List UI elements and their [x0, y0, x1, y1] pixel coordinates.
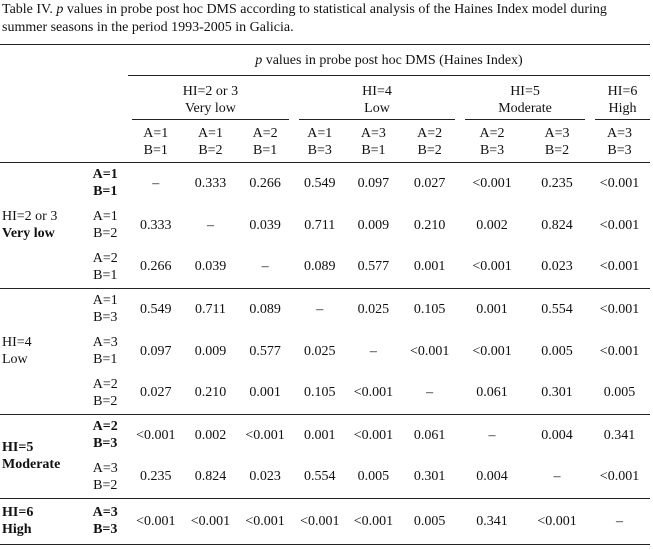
- table-cell: 0.711: [184, 288, 238, 330]
- table-cell: 0.004: [476, 469, 508, 485]
- table-cell: <0.001: [599, 343, 640, 359]
- table-cell: 0.235: [525, 162, 589, 204]
- row-label: A=1 B=1: [83, 162, 128, 204]
- table-cell: 0.210: [413, 217, 446, 233]
- table-cell: 0.333: [140, 217, 172, 233]
- table-cell: 0.027: [400, 162, 459, 204]
- table-cell: –: [293, 288, 347, 330]
- table-cell: <0.001: [472, 343, 512, 359]
- table-cell: –: [369, 343, 377, 359]
- table-cell: 0.025: [347, 288, 401, 330]
- table-cell: –: [261, 259, 269, 275]
- table-cell: <0.001: [184, 498, 238, 544]
- table-cell: 0.023: [249, 469, 281, 485]
- row-label: A=2 B=1: [92, 250, 118, 283]
- table-cell: 0.005: [541, 343, 573, 359]
- table-cell: <0.001: [599, 469, 640, 485]
- table-cell: <0.001: [347, 414, 401, 456]
- table-cell: 0.001: [459, 288, 525, 330]
- table-cell: <0.001: [128, 498, 184, 544]
- table-cell: <0.001: [237, 498, 293, 544]
- col-header: A=1 B=3: [307, 125, 333, 158]
- table-cell: 0.002: [184, 414, 238, 456]
- col-header: A=3 B=3: [607, 125, 633, 158]
- row-label: A=2 B=3: [83, 414, 128, 456]
- table-cell: –: [426, 385, 434, 401]
- header-title-row: [0, 45, 650, 76]
- table-row: [0, 246, 650, 288]
- table-row: [0, 330, 650, 372]
- table-cell: 0.341: [589, 414, 650, 456]
- table-cell: <0.001: [128, 414, 184, 456]
- col-header: A=2 B=2: [417, 125, 443, 158]
- table-row: [0, 498, 650, 544]
- row-label: A=2 B=2: [92, 376, 118, 409]
- col-header: A=2 B=3: [479, 125, 505, 158]
- table-cell: 0.105: [400, 288, 459, 330]
- table-cell: 0.266: [140, 259, 172, 275]
- table-cell: <0.001: [293, 498, 347, 544]
- table-cell: 0.001: [293, 414, 347, 456]
- table-cell: 0.089: [237, 288, 293, 330]
- table-cell: 0.027: [140, 385, 172, 401]
- table-cell: 0.210: [194, 385, 227, 401]
- table-cell: 0.266: [237, 162, 293, 204]
- table-cell: 0.301: [541, 385, 573, 401]
- table-cell: 0.009: [357, 217, 390, 233]
- table-cell: 0.577: [357, 259, 390, 275]
- table-cell: 0.711: [304, 217, 336, 233]
- col-header: A=3 B=1: [360, 125, 386, 158]
- col-group-high: HI=6 High: [589, 76, 650, 122]
- table-cell: <0.001: [599, 217, 640, 233]
- table-cell: 0.824: [541, 217, 573, 233]
- table-cell: <0.001: [589, 162, 650, 204]
- table-row: [0, 414, 650, 456]
- header-p-italic: p: [255, 52, 263, 68]
- caption-p-italic: p: [56, 2, 64, 17]
- row-group-moderate: HI=5 Moderate: [0, 414, 83, 498]
- table-cell: 0.554: [525, 288, 589, 330]
- table-cell: 0.097: [347, 162, 401, 204]
- table-cell: 0.002: [476, 217, 508, 233]
- col-group-moderate: HI=5 Moderate: [459, 76, 589, 122]
- table-cell: 0.301: [413, 469, 446, 485]
- table-cell: –: [128, 162, 184, 204]
- row-label: A=3 B=3: [83, 498, 128, 544]
- table-row: [0, 456, 650, 498]
- row-label: A=3 B=2: [92, 460, 118, 493]
- table-cell: 0.039: [249, 217, 281, 233]
- col-header: A=1 B=2: [197, 125, 223, 158]
- row-label: A=1 B=3: [83, 288, 128, 330]
- table-row: [0, 372, 650, 414]
- table-cell: 0.061: [400, 414, 459, 456]
- col-group-low: HI=4 Low: [293, 76, 459, 122]
- table-cell: 0.824: [194, 469, 227, 485]
- table-cell: 0.039: [194, 259, 227, 275]
- table-caption: [2, 1, 650, 37]
- table-cell: 0.089: [304, 259, 336, 275]
- table-cell: <0.001: [237, 414, 293, 456]
- posthoc-table: [0, 44, 650, 545]
- row-group-high: HI=6 High: [0, 498, 83, 544]
- table-row: [0, 204, 650, 246]
- col-group-very-low: HI=2 or 3 Very low: [128, 76, 293, 122]
- table-cell: <0.001: [347, 498, 401, 544]
- table-cell: 0.005: [357, 469, 390, 485]
- table-cell: 0.105: [304, 385, 336, 401]
- col-header: A=3 B=2: [544, 125, 570, 158]
- table-cell: 0.341: [459, 498, 525, 544]
- table-row: [0, 288, 650, 330]
- table-cell: –: [206, 217, 214, 233]
- table-cell: <0.001: [472, 259, 512, 275]
- table-cell: 0.005: [400, 498, 459, 544]
- col-header: A=2 B=1: [252, 125, 278, 158]
- table-row: [0, 162, 650, 204]
- row-label: A=3 B=1: [92, 335, 118, 367]
- table-cell: –: [589, 498, 650, 544]
- table-cell: 0.005: [603, 385, 636, 401]
- table-cell: 0.577: [249, 343, 281, 359]
- table-cell: <0.001: [599, 259, 640, 275]
- table-cell: 0.549: [293, 162, 347, 204]
- table-cell: –: [553, 469, 561, 485]
- table-cell: 0.001: [413, 259, 446, 275]
- table-cell: <0.001: [409, 343, 450, 359]
- table-label: Table IV.: [2, 2, 53, 17]
- col-header: A=1 B=1: [143, 125, 169, 158]
- table-cell: 0.025: [304, 343, 336, 359]
- header-title-text: values in probe post hoc DMS (Haines Index): [265, 52, 523, 68]
- table-cell: –: [459, 414, 525, 456]
- table-cell: 0.001: [249, 385, 281, 401]
- table-cell: 0.009: [194, 343, 227, 359]
- table-cell: 0.004: [525, 414, 589, 456]
- header-ab-row: [0, 122, 650, 163]
- table-cell: <0.001: [353, 385, 394, 401]
- table-cell: <0.001: [589, 288, 650, 330]
- table-cell: 0.554: [304, 469, 336, 485]
- row-label: A=1 B=2: [92, 209, 118, 241]
- table-cell: <0.001: [459, 162, 525, 204]
- table-cell: 0.549: [128, 288, 184, 330]
- header-title: [128, 45, 650, 76]
- table-cell: <0.001: [525, 498, 589, 544]
- caption-text: values in probe post hoc DMS according to statistical analysis of the Haines Index model during summer seasons in the period 1993-2005 in Galicia.: [2, 2, 607, 35]
- table-cell: 0.097: [140, 343, 172, 359]
- table-cell: 0.235: [140, 469, 172, 485]
- row-group-low: HI=4 Low: [0, 288, 83, 414]
- row-group-very-low: HI=2 or 3 Very low: [0, 162, 83, 288]
- table-cell: 0.023: [541, 259, 573, 275]
- header-group-row: [0, 76, 650, 122]
- table-cell: 0.333: [184, 162, 238, 204]
- table-cell: 0.061: [476, 385, 508, 401]
